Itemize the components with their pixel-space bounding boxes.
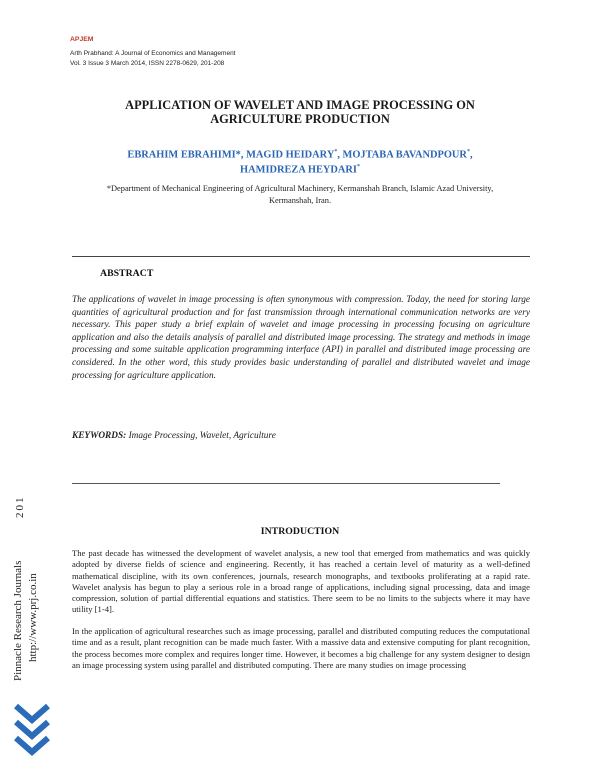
author-name: MAGID HEIDARY <box>246 149 335 161</box>
keywords-value: Image Processing, Wavelet, Agriculture <box>128 431 276 441</box>
section-divider <box>72 256 530 257</box>
author-name: EBRAHIM EBRAHIMI* <box>127 149 241 161</box>
keywords-label: KEYWORDS: <box>72 431 127 441</box>
affiliation <box>60 183 540 207</box>
abstract-text: The applications of wavelet in image processing is often synonymous with compression. Today, the need for storing large quantities of agricultural production and for fast transmission through international communication networks are very necessary. This paper study a brief explain of wavelet and image processing in processing focusing on agriculture application and also the details analysis of parallel and distributed image processing. The strategy and methods in image processing and some suitable application programming interface (API) in parallel and distributed image processing are considered. In the other word, this study provides basic understanding of parallel and distributed wavelet and image processing for agriculture application. <box>72 295 530 381</box>
author-mark: * <box>356 164 360 171</box>
journal-name: Arth Prabhand: A Journal of Economics and Management <box>70 50 236 57</box>
journal-tag: APJEM <box>70 36 94 43</box>
title-line-2: AGRICULTURE PRODUCTION <box>210 112 390 126</box>
chevron-logo-icon <box>12 700 52 764</box>
author-name: HAMIDREZA HEYDARI <box>240 164 357 176</box>
chevron-down-icon <box>16 706 48 720</box>
chevron-down-icon <box>16 722 48 736</box>
journal-volume: Vol. 3 Issue 3 March 2014, ISSN 2278-0629, 201-208 <box>70 60 225 67</box>
introduction-heading: INTRODUCTION <box>260 526 340 537</box>
keywords <box>72 431 276 441</box>
section-divider <box>72 483 500 484</box>
author-list: EBRAHIM EBRAHIMI*, MAGID HEIDARY*, MOJTABA BAVANDPOUR*, HAMIDREZA HEYDARI* <box>127 149 473 176</box>
body-paragraph: In the application of agricultural researches such as image processing, parallel and distributed computing reduces the computational time and as a result, plant recognition can be made much faster. With a massive data and extensive computing for plant recognition, the process becomes more complex and requires longer time. However, it becomes a big challenge for any system designer to design an image processing system using parallel and distributed computing. There are many studies on image processing <box>72 626 530 670</box>
affiliation-line-2: Kermanshah, Iran. <box>268 196 332 205</box>
title-line-1: APPLICATION OF WAVELET AND IMAGE PROCESSING ON <box>125 98 475 112</box>
author-mark: * <box>466 149 470 155</box>
chevron-down-icon <box>16 738 48 752</box>
publisher-url[interactable]: http://www.prj.co.in <box>27 573 39 662</box>
abstract-heading: ABSTRACT <box>100 268 154 279</box>
publisher-name: Pinnacle Research Journals <box>12 560 24 681</box>
paper-title <box>60 98 540 126</box>
author-name: MOJTABA BAVANDPOUR <box>342 149 467 161</box>
affiliation-line-1: *Department of Mechanical Engineering of Agricultural Machinery, Kermanshah Branch, Islamic Azad University, <box>106 184 494 193</box>
body-paragraph: The past decade has witnessed the development of wavelet analysis, a new tool that emerged from mathematics and was quickly adopted by diverse fields of science and engineering. Recently, it has reached a certain level of maturity as a well-defined mathematical discipline, with its own conferences, journals, research monographs, and textbooks proliferating at a rapid rate. Wavelet analysis has begun to play a serious role in a broad range of applications, including signal processing, data and image compression, solution of partial differential equations and statistics. There seem to be no limits to the subjects where it may have utility [1-4]. <box>72 548 530 615</box>
author-mark: * <box>334 149 338 155</box>
page-number: 201 <box>14 495 26 518</box>
